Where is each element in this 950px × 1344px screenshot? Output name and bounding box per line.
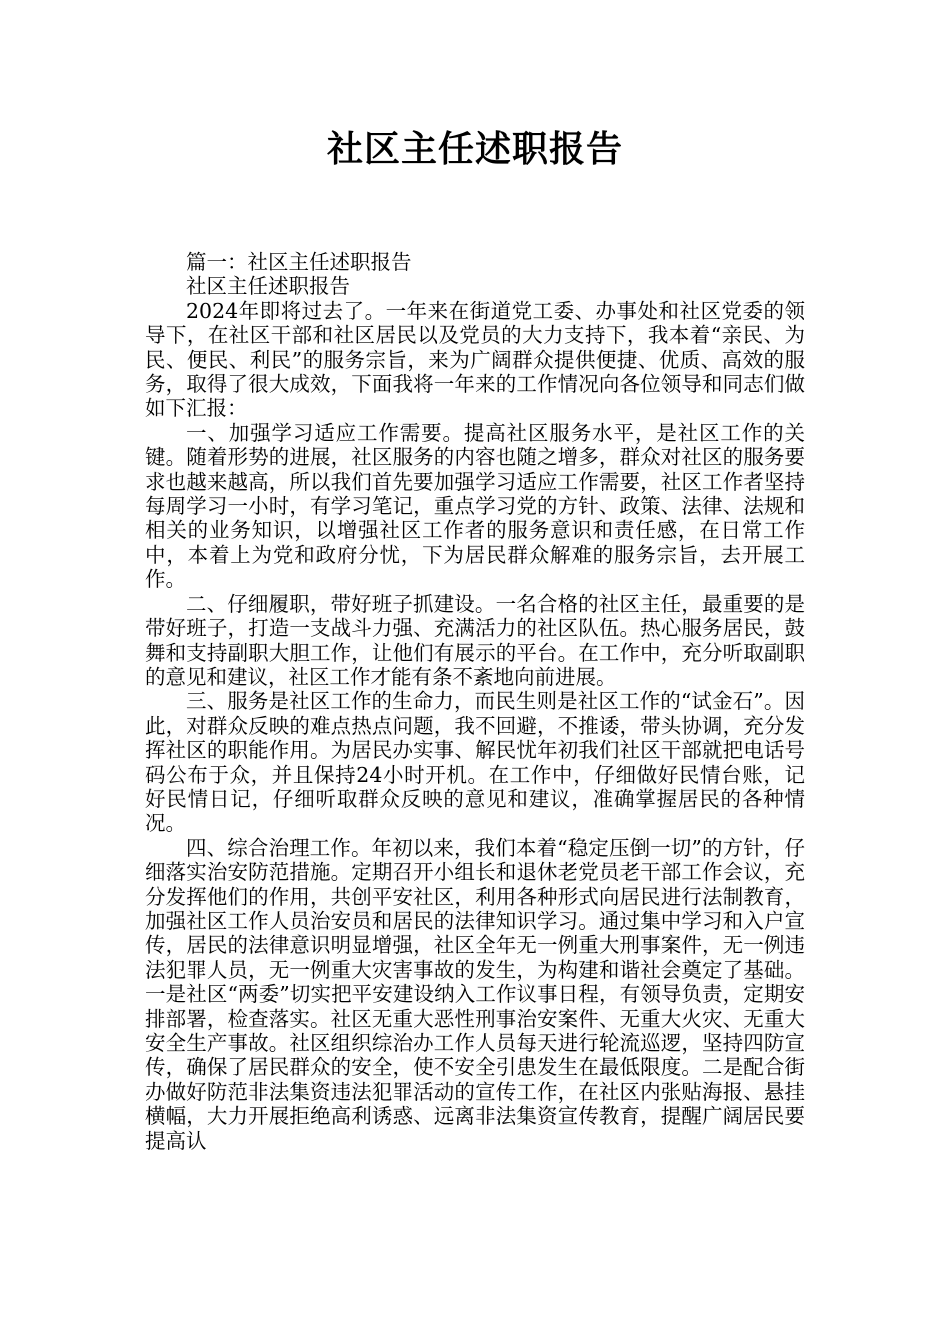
document-title: 社区主任述职报告: [326, 129, 623, 170]
paragraph-service: 三、服务是社区工作的生命力，而民生则是社区工作的“试金石”。因此，对群众反映的难点热点问题，我不回避，不推诿，带头协调，充分发挥社区的职能作用。为居民办实事、解民忧年初我们社区干部就把电话号码公布于众，并且保持24小时开机。在工作中，仔细做好民情台账，记好民情日记，仔细听取群众反映的意见和建议，准确掌握居民的各种情况。: [145, 689, 805, 836]
paragraph-intro: 2024年即将过去了。一年来在街道党工委、办事处和社区党委的领导下，在社区干部和社区居民以及党员的大力支持下，我本着“亲民、为民、便民、利民”的服务宗旨，来为广阔群众提供便捷、优质、高效的服务，取得了很大成效，下面我将一年来的工作情况向各位领导和同志们做如下汇报：: [145, 298, 805, 421]
section-heading: 篇一：社区主任述职报告: [186, 250, 412, 274]
paragraph-governance: 四、综合治理工作。年初以来，我们本着“稳定压倒一切”的方针，仔细落实治安防范措施。定期召开小组长和退休老党员老干部工作会议，充分发挥他们的作用，共创平安社区，利用各种形式向居民进行法制教育，加强社区工作人员治安员和居民的法律知识学习。通过集中学习和入户宣传，居民的法律意识明显增强，社区全年无一例重大刑事案件，无一例违法犯罪人员，无一例重大灾害事故的发生，为构建和谐社会奠定了基础。一是社区“两委”切实把平安建设纳入工作议事日程，有领导负责，定期安排部署，检查落实。社区无重大恶性刑事治安案件、无重大火灾、无重大安全生产事故。社区组织综治办工作人员每天进行轮流巡逻，坚持四防宣传，确保了居民群众的安全，使不安全引患发生在最低限度。二是配合街办做好防范非法集资违法犯罪活动的宣传工作，在社区内张贴海报、悬挂横幅，大力开展拒绝高利诱惑、远离非法集资宣传教育，提醒广阔居民要提高认: [145, 835, 805, 1153]
document-body: [145, 250, 805, 1153]
report-subtitle: 社区主任述职报告: [186, 274, 350, 299]
paragraph-team: 二、仔细履职，带好班子抓建设。一名合格的社区主任，最重要的是带好班子，打造一支战斗力强、充满活力的社区队伍。热心服务居民，鼓舞和支持副职大胆工作，让他们有展示的平台。在工作中，充分听取副职的意见和建议，社区工作才能有条不紊地向前进展。: [145, 591, 805, 689]
paragraph-study: 一、加强学习适应工作需要。提高社区服务水平，是社区工作的关键。随着形势的进展，社区服务的内容也随之增多，群众对社区的服务要求也越来越高，所以我们首先要加强学习适应工作需要，社区工作者坚持每周学习一小时，有学习笔记，重点学习党的方针、政策、法律、法规和相关的业务知识，以增强社区工作者的服务意识和责任感，在日常工作中，本着上为党和政府分忧，下为居民群众解难的服务宗旨，去开展工作。: [145, 420, 805, 592]
